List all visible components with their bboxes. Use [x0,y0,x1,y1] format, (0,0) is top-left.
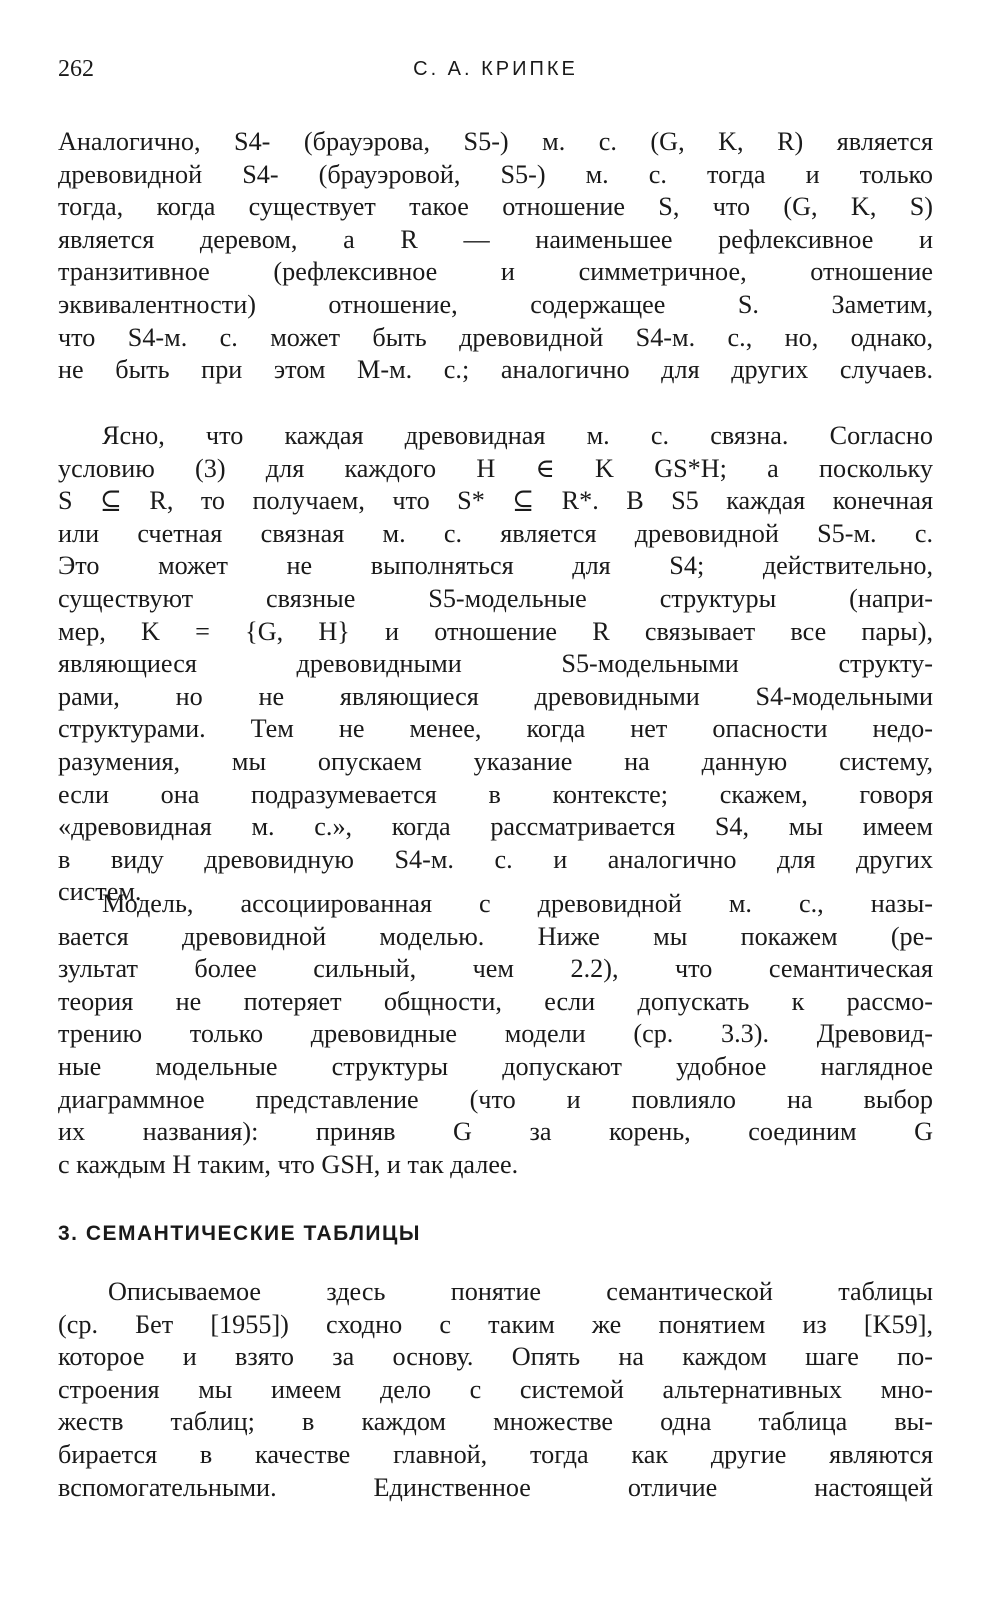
paragraph-2 [58,420,933,909]
running-head: С. А. КРИПКЕ [413,58,578,80]
text-line: эквивалентности) отношение, содержащее S. Заметим, [58,289,933,319]
text-line: условию (3) для каждого H ∈ K GS*H; а поскольку [58,453,933,483]
paragraph-1 [58,126,933,387]
text-line: вспомогательными. Единственное отличие настоящей [58,1472,933,1502]
text-line: древовидной S4- (брауэровой, S5-) м. с. тогда и только [58,159,933,189]
text-line: тогда, когда существует такое отношение S, что (G, K, S) [58,192,933,222]
text-line: вается древовидной моделью. Ниже мы покажем (ре- [58,921,933,951]
text-line: в виду древовидную S4-м. с. и аналогично для других [58,844,933,874]
text-line: ные модельные структуры допускают удобное наглядное [58,1051,933,1081]
text-line: систем. [58,877,142,907]
text-line: что S4-м. с. может быть древовидной S4-м. с., но, однако, [58,322,933,352]
text-line: бирается в качестве главной, тогда как другие являются [58,1439,933,1469]
text-line: трению только древовидные модели (ср. 3.3). Древовид- [58,1019,933,1049]
text-line: жеств таблиц; в каждом множестве одна таблица вы- [58,1407,933,1437]
text-line: структурами. Тем не менее, когда нет опасности недо- [58,714,933,744]
text-line: рами, но не являющиеся древовидными S4-модельными [58,681,933,711]
text-line: Описываемое здесь понятие семантической таблицы [108,1277,933,1306]
text-line: мер, K = {G, H} и отношение R связывает все пары), [58,616,933,646]
text-line: Модель, ассоциированная с древовидной м. с., назы- [102,889,933,918]
text-line: которое и взято за основу. Опять на каждом шаге по- [58,1342,933,1372]
text-line: Это может не выполняться для S4; действительно, [58,551,933,581]
text-line: зультат более сильный, чем 2.2), что семантическая [58,954,933,984]
text-line: транзитивное (рефлексивное и симметричное, отношение [58,257,933,287]
text-line: теория не потеряет общности, если допускать к рассмо- [58,986,933,1016]
text-line: S ⊆ R, то получаем, что S* ⊆ R*. В S5 каждая конечная [58,486,933,516]
text-line: «древовидная м. с.», когда рассматривается S4, мы имеем [58,812,933,842]
text-line: (ср. Бет [1955]) сходно с таким же понятием из [K59], [58,1309,933,1339]
text-line: диаграммное представление (что и повлияло на выбор [58,1084,933,1114]
section-heading: 3. СЕМАНТИЧЕСКИЕ ТАБЛИЦЫ [58,1222,421,1245]
text-line: если она подразумевается в контексте; скажем, говоря [58,779,933,809]
text-line: с каждым H таким, что GSH, и так далее. [58,1149,519,1179]
page-header [58,56,933,86]
text-line: Аналогично, S4- (брауэрова, S5-) м. с. (G, K, R) является [58,127,933,156]
text-line: не быть при этом M-м. с.; аналогично для других случаев. [58,355,933,385]
paragraph-3 [58,888,933,1181]
text-line: или счетная связная м. с. является древовидной S5-м. с. [58,518,933,548]
paragraph-4 [58,1276,933,1504]
text-line: Ясно, что каждая древовидная м. с. связна. Согласно [102,421,933,450]
text-line: их названия): приняв G за корень, соединим G [58,1117,933,1147]
text-line: существуют связные S5-модельные структуры (напри- [58,583,933,613]
text-line: являющиеся древовидными S5-модельными структу- [58,649,933,679]
text-line: является деревом, а R — наименьшее рефлексивное и [58,224,933,254]
page-number: 262 [58,56,94,82]
text-line: разумения, мы опускаем указание на данную систему, [58,746,933,776]
text-line: строения мы имеем дело с системой альтернативных мно- [58,1374,933,1404]
